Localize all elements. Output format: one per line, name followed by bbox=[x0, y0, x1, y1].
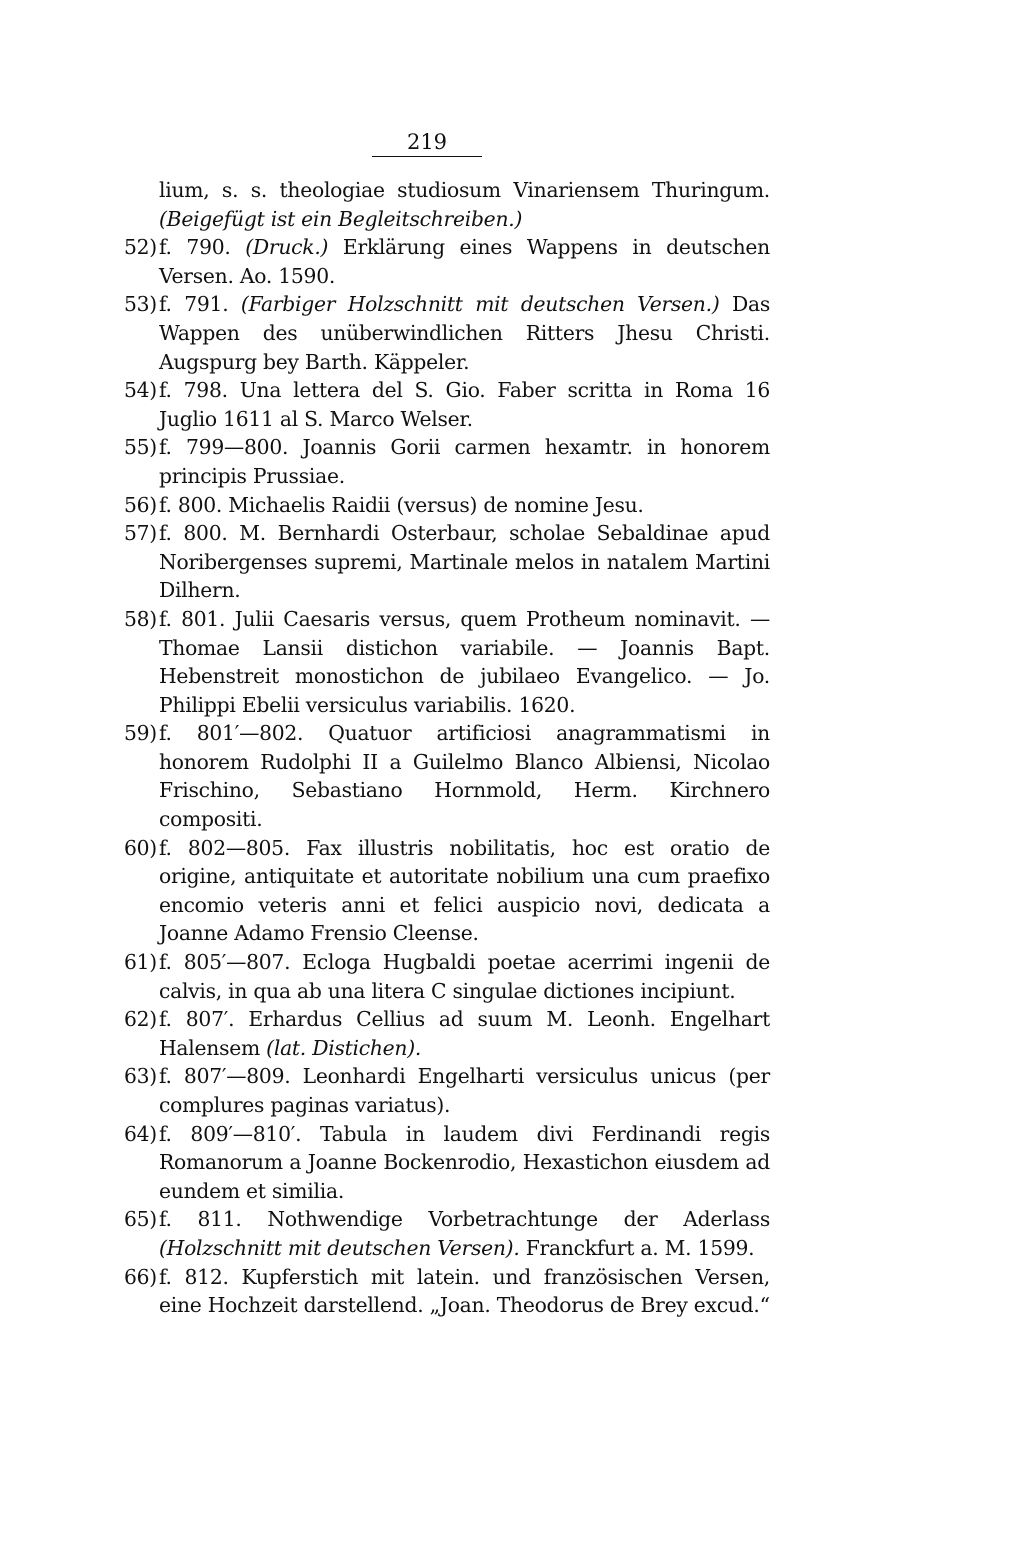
entry-text: f. 801′—802. Quatuor artificiosi anagrammatismi in honorem Rudolphi II a Guilelmo Blanco Albiensi, Nicolao Frischino, Sebastiano Hornmold, Herm. Kirchnero compositi. bbox=[159, 721, 770, 832]
entry-italic: (Holzschnitt mit deutschen Versen). bbox=[159, 1235, 520, 1260]
entry-text: f. 807′. Erhardus Cellius ad suum M. Leonh. Engelhart Halensem bbox=[159, 1007, 770, 1060]
entry-number: 62) bbox=[124, 1007, 157, 1032]
entry-number: 57) bbox=[124, 521, 157, 546]
entry-text: f. 800. M. Bernhardi Osterbaur, scholae Sebaldinae apud Noribergenses supremi, Martinale melos in natalem Martini Dilhern. bbox=[159, 521, 770, 603]
entry-number: 56) bbox=[124, 492, 157, 517]
continuation-paragraph bbox=[124, 176, 770, 233]
entry-number: 60) bbox=[124, 835, 157, 860]
entry-text: f. 807′—809. Leonhardi Engelharti versiculus unicus (per complures paginas variatus). bbox=[159, 1064, 770, 1117]
entry-text-after: Franckfurt a. M. 1599. bbox=[519, 1235, 755, 1260]
entry-text-after: Erklärung eines Wappens in deutschen Versen. Ao. 1590. bbox=[159, 235, 770, 288]
entry-number: 65) bbox=[124, 1207, 157, 1232]
continuation-italic: (Beigefügt ist ein Begleitschreiben.) bbox=[159, 206, 523, 231]
entry-number: 59) bbox=[124, 721, 157, 746]
entry-text: f. 798. Una lettera del S. Gio. Faber scritta in Roma 16 Juglio 1611 al S. Marco Welser. bbox=[159, 378, 770, 431]
continuation-text: lium, s. s. theologiae studiosum Vinariensem Thuringum. bbox=[159, 178, 770, 202]
catalog-entry bbox=[124, 233, 770, 290]
entry-text: f. 791. bbox=[159, 292, 241, 317]
catalog-entry bbox=[124, 1120, 770, 1206]
entry-number: 58) bbox=[124, 606, 157, 631]
entry-number: 53) bbox=[124, 292, 157, 317]
catalog-entry bbox=[124, 1005, 770, 1062]
entry-number: 52) bbox=[124, 235, 157, 260]
entry-text: f. 812. Kupferstich mit latein. und französischen Versen, eine Hochzeit darstellend. „Joan. Theodorus de Brey excud.“ bbox=[159, 1264, 770, 1318]
entry-italic: (Farbiger Holzschnitt mit deutschen Versen.) bbox=[240, 292, 720, 317]
catalog-entry bbox=[124, 519, 770, 605]
catalog-entry bbox=[124, 1205, 770, 1262]
entry-text: f. 811. Nothwendige Vorbetrachtunge der Aderlass bbox=[159, 1207, 770, 1232]
catalog-entry bbox=[124, 376, 770, 433]
entry-text: f. 790. bbox=[159, 235, 246, 260]
catalog-entry bbox=[124, 433, 770, 490]
entry-italic: (Druck.) bbox=[245, 235, 329, 260]
catalog-entry bbox=[124, 1263, 770, 1320]
entry-text: f. 802—805. Fax illustris nobilitatis, hoc est oratio de origine, antiquitate et autoritate nobilium una cum praefixo encomio veteris anni et felici auspicio novi, dedicata a Joanne Adamo Frensio Cleense. bbox=[159, 835, 770, 946]
entry-text: f. 801. Julii Caesaris versus, quem Protheum nominavit. — Thomae Lansii distichon variabile. — Joannis Bapt. Hebenstreit monostichon de jubilaeo Evangelico. — Jo. Philippi Ebelii versiculus variabilis. 1620. bbox=[159, 606, 770, 717]
entry-number: 55) bbox=[124, 435, 157, 460]
catalog-entry bbox=[124, 719, 770, 833]
catalog-entry bbox=[124, 834, 770, 948]
entry-italic: (lat. Distichen). bbox=[266, 1035, 422, 1060]
page-number: 219 bbox=[406, 130, 448, 154]
entry-number: 54) bbox=[124, 378, 157, 403]
entry-text: f. 805′—807. Ecloga Hugbaldi poetae acerrimi ingenii de calvis, in qua ab una litera C singulae dictiones incipiunt. bbox=[159, 950, 770, 1003]
entry-text: f. 799—800. Joannis Gorii carmen hexamtr. in honorem principis Prussiae. bbox=[159, 435, 770, 488]
entry-number: 66) bbox=[124, 1264, 157, 1289]
catalog-entry bbox=[124, 605, 770, 719]
catalog-entry bbox=[124, 948, 770, 1005]
entry-text: f. 809′—810′. Tabula in laudem divi Ferdinandi regis Romanorum a Joanne Bockenrodio, Hexastichon eiusdem ad eundem et similia. bbox=[159, 1121, 770, 1203]
entry-text-after: Das Wappen des unüberwindlichen Ritters Jhesu Christi. Augspurg bey Barth. Käppeler. bbox=[159, 292, 770, 374]
catalog-text bbox=[124, 176, 770, 1320]
catalog-entry bbox=[124, 290, 770, 376]
entry-number: 61) bbox=[124, 950, 157, 975]
entry-number: 63) bbox=[124, 1064, 157, 1089]
catalog-entry bbox=[124, 491, 770, 520]
page-number-rule bbox=[372, 156, 482, 157]
entry-number: 64) bbox=[124, 1121, 157, 1146]
catalog-entry bbox=[124, 1062, 770, 1119]
entry-text: f. 800. Michaelis Raidii (versus) de nomine Jesu. bbox=[159, 492, 644, 517]
